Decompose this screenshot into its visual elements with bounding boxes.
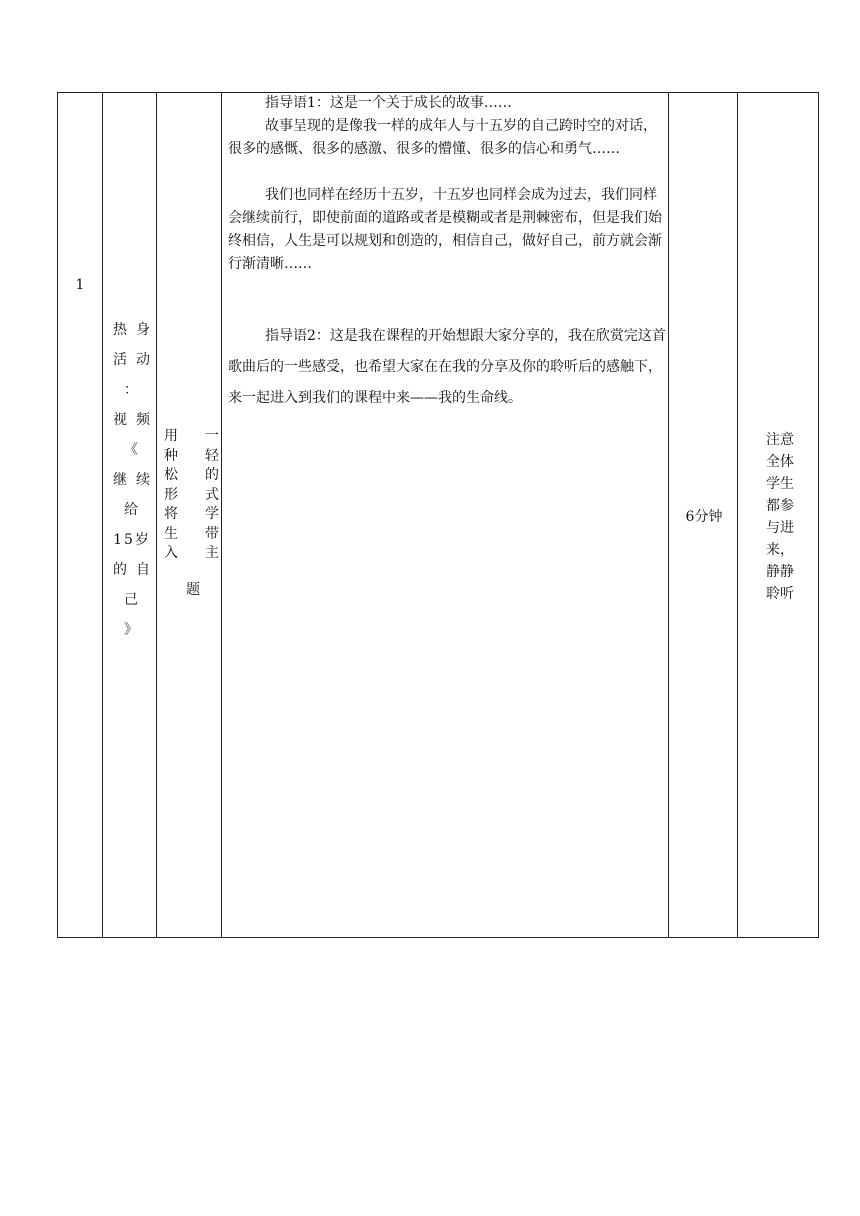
activity-line: 热身: [113, 322, 159, 338]
note-line: 静静: [766, 564, 794, 580]
guide-paragraph: 指导语1：这是一个关于成长的故事……: [265, 95, 512, 111]
time-cell: 6分钟: [685, 509, 723, 525]
guide-text-cell: [228, 93, 666, 414]
purpose-column: 用种松形将生入: [164, 428, 178, 561]
activity-line: 继续: [113, 472, 159, 488]
guide-paragraph: 我们也同样在经历十五岁，十五岁也同样会成为过去，我们同样会继续前行，即使前面的道路或者是模糊或者是荆棘密布，但是我们始终相信，人生是可以规划和创造的，相信自己，做好自己，前方就会渐行渐清晰……: [228, 187, 662, 272]
activity-line: 15岁: [113, 532, 151, 548]
note-line: 与进: [766, 520, 794, 536]
note-line: 学生: [766, 476, 794, 492]
note-line: 聆听: [766, 586, 794, 602]
purpose-column: 题: [186, 582, 200, 598]
activity-line: ：: [124, 382, 147, 398]
column-divider: [102, 93, 103, 937]
activity-line: 的自: [113, 562, 159, 578]
lesson-table: [57, 92, 819, 938]
purpose-column: 一轻的式学带主: [205, 428, 219, 561]
note-cell: [740, 429, 820, 605]
column-divider: [668, 93, 669, 937]
activity-line: 》: [124, 622, 147, 638]
note-line: 全体: [766, 454, 794, 470]
activity-line: 己: [124, 592, 147, 608]
step-number: 1: [75, 277, 85, 293]
guide-paragraph: 指导语2：这是我在课程的开始想跟大家分享的，我在欣赏完这首歌曲后的一些感受，也希望大家在在我的分享及你的聆听后的感触下，来一起进入到我们的课程中来——我的生命线。: [228, 328, 666, 406]
note-line: 注意: [766, 432, 794, 448]
activity-line: 视频: [113, 412, 159, 428]
activity-cell: [104, 315, 158, 645]
activity-line: 《: [124, 442, 147, 458]
purpose-cell: [162, 427, 224, 607]
activity-line: 给: [124, 502, 147, 518]
note-line: 都参: [766, 498, 794, 514]
guide-paragraph: 故事呈现的是像我一样的成年人与十五岁的自己跨时空的对话，很多的感慨、很多的感激、很多的懵懂、很多的信心和勇气……: [228, 118, 657, 157]
note-line: 来，: [766, 542, 794, 558]
activity-line: 活动: [113, 352, 159, 368]
